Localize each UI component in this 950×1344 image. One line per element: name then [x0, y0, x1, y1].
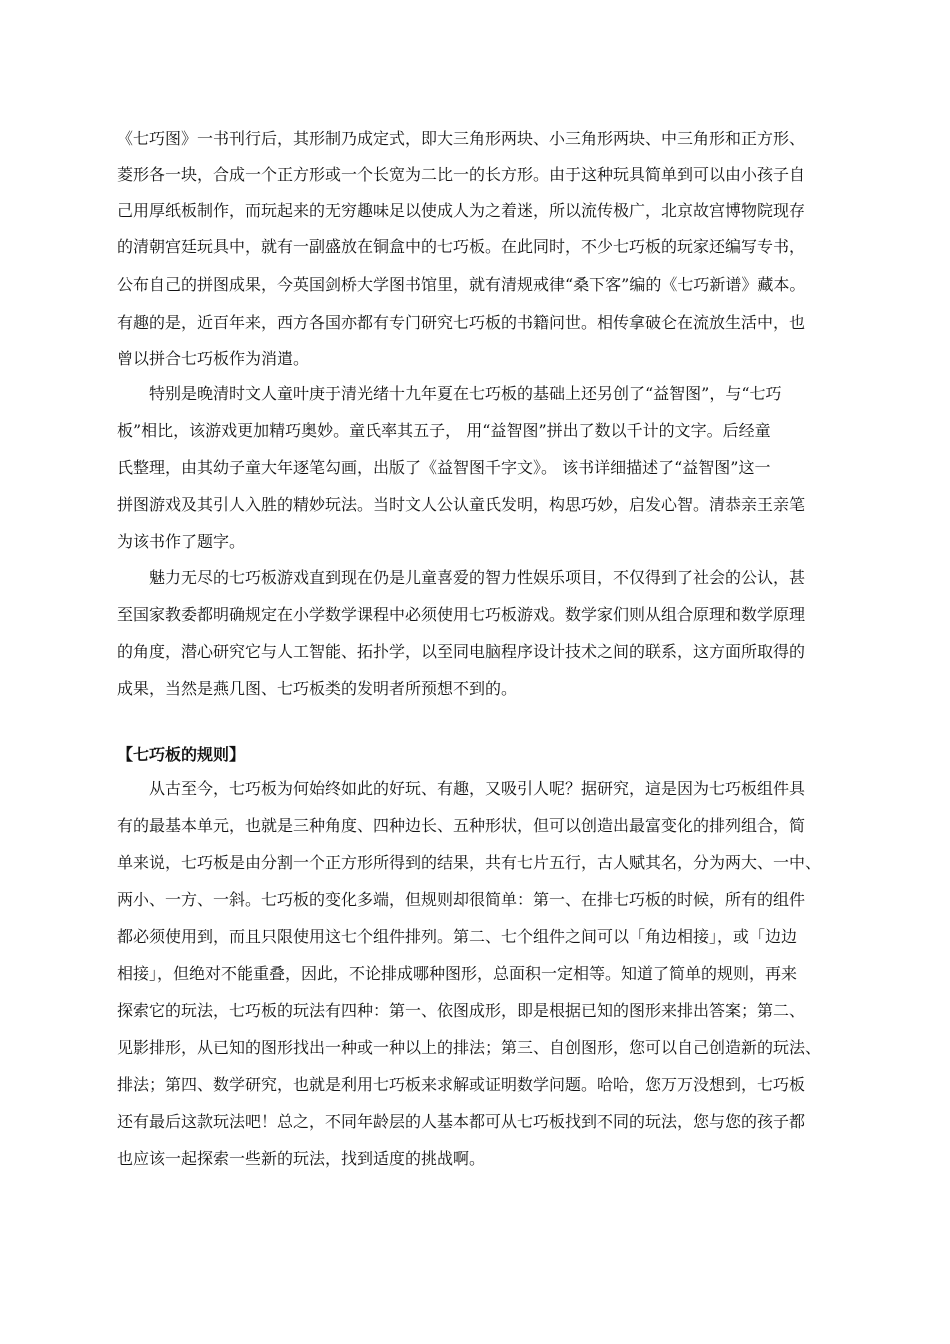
paragraph-4-line-5: 都必须使用到，而且只限使用这七个组件排列。第二、七个组件之间可以「角边相接」，或「边边	[117, 927, 798, 946]
paragraph-3-line-4: 成果，当然是燕几图、七巧板类的发明者所预想不到的。	[117, 679, 518, 698]
paragraph-2-line-3: 氏整理，由其幼子童大年逐笔勾画，出版了《益智图千字文》。 该书详细描述了“益智图”这一	[117, 458, 771, 477]
paragraph-3-line-2: 至国家教委都明确规定在小学数学课程中必须使用七巧板游戏。数学家们则从组合原理和数学原理	[117, 605, 806, 624]
paragraph-2-line-1: 特别是晚清时文人童叶庚于清光绪十九年夏在七巧板的基础上还另创了“益智图”，与“七巧	[149, 384, 782, 403]
paragraph-1-line-6: 有趣的是，近百年来，西方各国亦都有专门研究七巧板的书籍问世。相传拿破仑在流放生活中，也	[117, 313, 806, 332]
paragraph-3-line-3: 的角度，潜心研究它与人工智能、拓扑学，以至同电脑程序设计技术之间的联系，这方面所取得的	[117, 642, 806, 661]
paragraph-4-line-2: 有的最基本单元，也就是三种角度、四种边长、五种形状，但可以创造出最富变化的排列组合，简	[117, 816, 806, 835]
paragraph-4-line-10: 还有最后这款玩法吧！总之，不同年龄层的人基本都可从七巧板找到不同的玩法，您与您的孩子都	[117, 1112, 806, 1131]
paragraph-4-line-1: 从古至今，七巧板为何始终如此的好玩、有趣，又吸引人呢？据研究，這是因为七巧板组件具	[149, 779, 806, 798]
paragraph-4-line-8: 见影排形，从已知的图形找出一种或一种以上的排法；第三、自创图形，您可以自己创造新的玩法、	[117, 1038, 822, 1057]
paragraph-4-line-9: 排法；第四、数学研究，也就是利用七巧板来求解或证明数学问题。哈哈，您万万没想到，七巧板	[117, 1075, 806, 1094]
paragraph-1-line-3: 己用厚纸板制作，而玩起来的无穷趣味足以使成人为之着迷，所以流传极广，北京故宫博物院现存	[117, 201, 806, 220]
paragraph-1-line-5: 公布自己的拼图成果，今英国剑桥大学图书馆里，就有清规戒律“桑下客”编的《七巧新谱》藏本。	[117, 275, 806, 294]
paragraph-2-line-4: 拼图游戏及其引人入胜的精妙玩法。当时文人公认童氏发明，构思巧妙，启发心智。清恭亲王亲笔	[117, 495, 806, 514]
paragraph-2-line-5: 为该书作了题字。	[117, 532, 246, 551]
paragraph-4-line-7: 探索它的玩法，七巧板的玩法有四种：第一、依图成形，即是根据已知的图形来排出答案；第二、	[117, 1001, 806, 1020]
paragraph-4-line-3: 单来说，七巧板是由分割一个正方形所得到的结果，共有七片五行，古人赋其名，分为两大、一中、	[117, 853, 822, 872]
paragraph-1-line-4: 的清朝宫廷玩具中，就有一副盛放在铜盒中的七巧板。在此同时，不少七巧板的玩家还编写专书，	[117, 237, 806, 256]
paragraph-3-line-1: 魅力无尽的七巧板游戏直到现在仍是儿童喜爱的智力性娱乐项目，不仅得到了社会的公认，甚	[149, 568, 806, 587]
section-heading: 【七巧板的规则】	[117, 745, 246, 764]
paragraph-1-line-1: 《七巧图》一书刊行后，其形制乃成定式，即大三角形两块、小三角形两块、中三角形和正方形、	[117, 129, 806, 148]
paragraph-1-line-7: 曾以拼合七巧板作为消遣。	[117, 349, 310, 368]
paragraph-4-line-11: 也应该一起探索一些新的玩法，找到适度的挑战啊。	[117, 1149, 486, 1168]
paragraph-4-line-6: 相接」，但绝对不能重叠，因此，不论排成哪种图形，总面积一定相等。知道了简单的规则，再来	[117, 964, 798, 983]
paragraph-1-line-2: 菱形各一块，合成一个正方形或一个长宽为二比一的长方形。由于这种玩具简单到可以由小孩子自	[117, 165, 806, 184]
paragraph-2-line-2: 板”相比，该游戏更加精巧奥妙。童氏率其五子， 用“益智图”拼出了数以千计的文字。后经童	[117, 421, 771, 440]
paragraph-4-line-4: 两小、一方、一斜。七巧板的变化多端，但规则却很简单：第一、在排七巧板的时候，所有的组件	[117, 890, 806, 909]
